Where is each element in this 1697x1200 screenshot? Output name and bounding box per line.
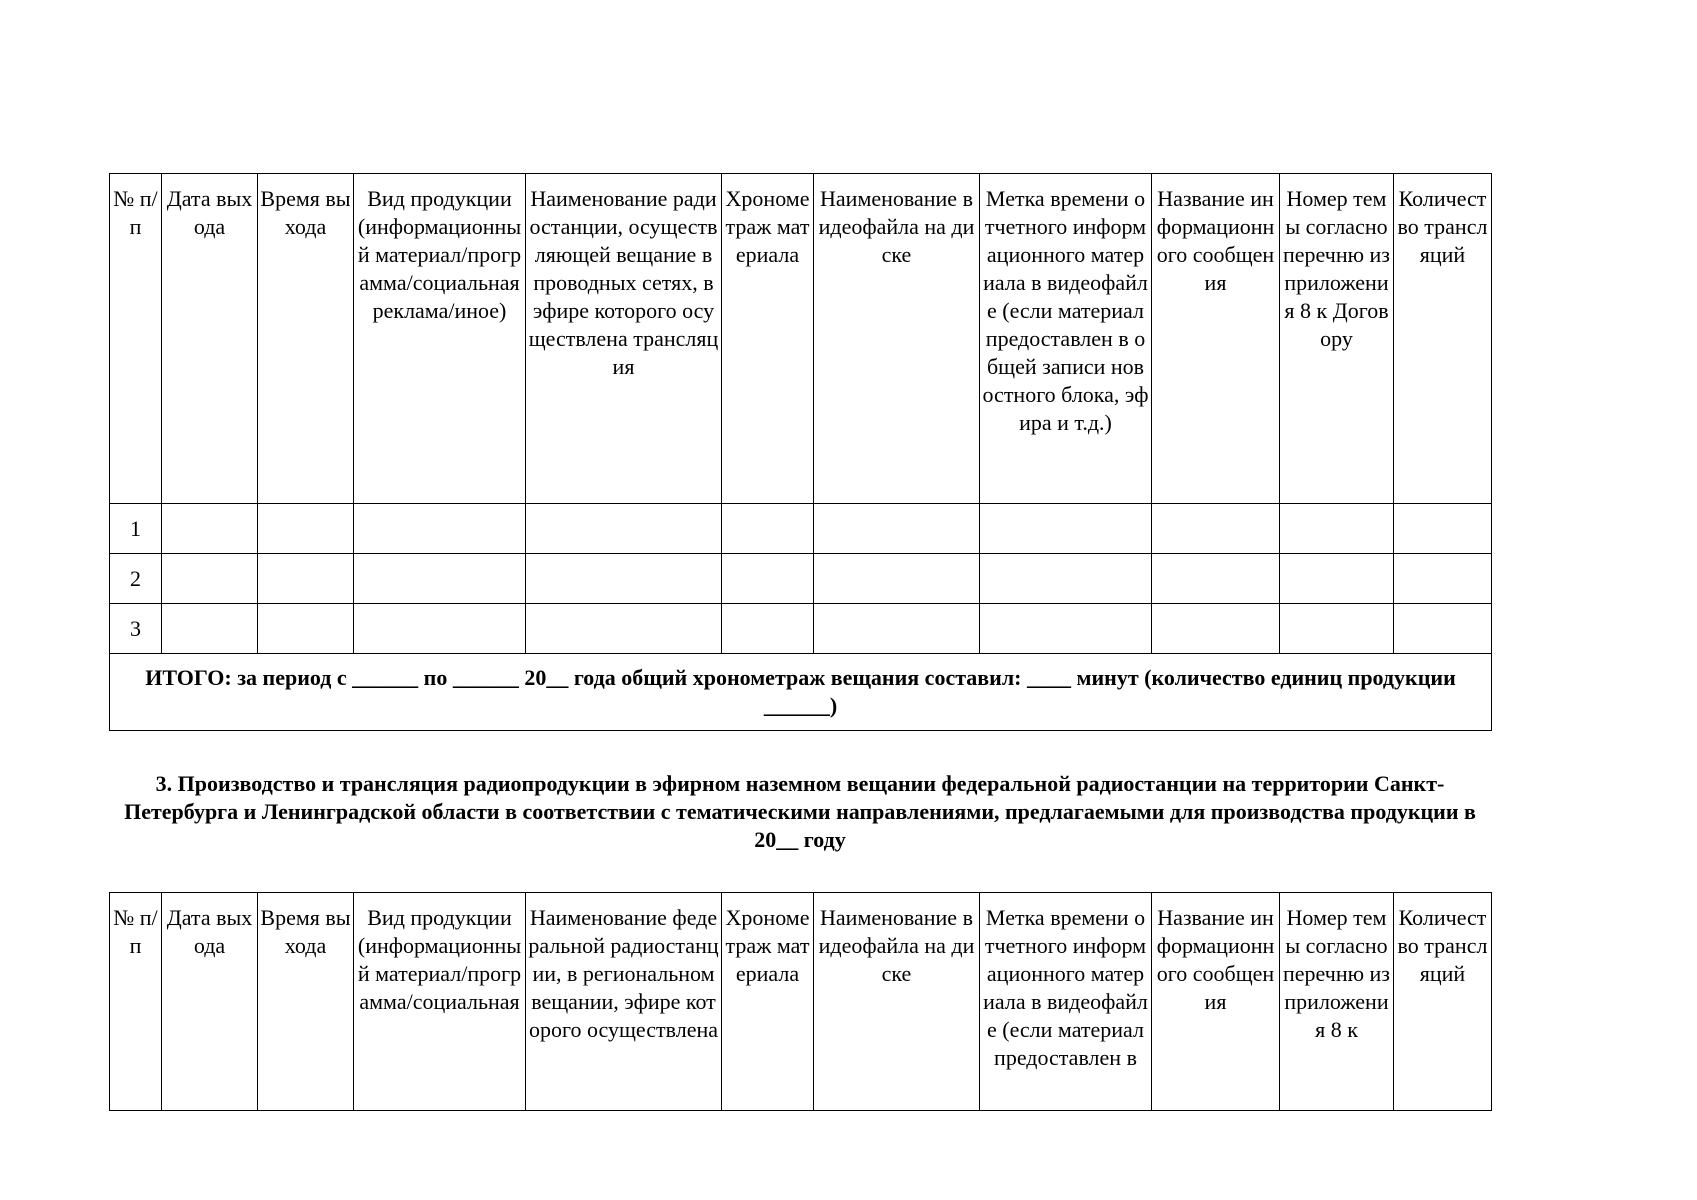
header-time: Время выхода: [258, 893, 354, 1111]
table-cell: [354, 504, 526, 554]
table-cell: [722, 554, 814, 604]
table-cell: [1152, 604, 1280, 654]
header-message-title: Название информационного сообщения: [1152, 893, 1280, 1111]
header-topic-number: Номер темы согласно перечню из приложения 8 к Договору: [1280, 174, 1394, 504]
header-video-file: Наименование видеофайла на диске: [814, 174, 980, 504]
header-number: № п/п: [110, 174, 162, 504]
total-summary-text: ИТОГО: за период с ______ по ______ 20__ года общий хронометраж вещания составил: ____ минут (количество единиц продукции ______): [110, 654, 1492, 731]
table-cell: [526, 604, 722, 654]
total-row: [110, 654, 1492, 731]
header-timestamp: Метка времени отчетного информационного материала в видеофайле (если материал предоставлен в общей записи новостного блока, эфира и т.д.): [980, 174, 1152, 504]
header-product-type: Вид продукции (информационный материал/программа/социальная реклама/иное): [354, 174, 526, 504]
table-cell: [1280, 604, 1394, 654]
row-number: 2: [110, 554, 162, 604]
table-cell: [814, 604, 980, 654]
header-broadcast-count: Количество трансляций: [1394, 174, 1492, 504]
report-table-radio-wired: [109, 173, 1492, 731]
header-time: Время выхода: [258, 174, 354, 504]
table-cell: [1280, 504, 1394, 554]
header-station-name: Наименование федеральной радиостанции, в региональном вещании, эфире которого осуществлена: [526, 893, 722, 1111]
table-cell: [526, 504, 722, 554]
table-row: [110, 554, 1492, 604]
table-cell: [526, 554, 722, 604]
table-cell: [980, 554, 1152, 604]
table-cell: [1280, 554, 1394, 604]
table-cell: [1394, 604, 1492, 654]
header-message-title: Название информационного сообщения: [1152, 174, 1280, 504]
table-cell: [980, 504, 1152, 554]
table-cell: [722, 504, 814, 554]
table-cell: [1394, 504, 1492, 554]
table-cell: [162, 604, 258, 654]
table-cell: [354, 604, 526, 654]
row-number: 3: [110, 604, 162, 654]
table-cell: [814, 504, 980, 554]
header-number: № п/п: [110, 893, 162, 1111]
header-video-file: Наименование видеофайла на диске: [814, 893, 980, 1111]
table-cell: [162, 504, 258, 554]
header-product-type: Вид продукции (информационный материал/программа/социальная: [354, 893, 526, 1111]
table-cell: [258, 604, 354, 654]
table-cell: [258, 504, 354, 554]
table-row: [110, 504, 1492, 554]
table-cell: [1152, 554, 1280, 604]
section-3-heading: 3. Производство и трансляция радиопродукции в эфирном наземном вещании федеральной радиостанции на территории Санкт-Петербурга и Ленинградской области в соответствии с тематическими направлениями, предлагаемыми для производства продукции в 20__ году: [124, 771, 1476, 852]
table-cell: [354, 554, 526, 604]
header-duration: Хронометраж материала: [722, 893, 814, 1111]
table-cell: [980, 604, 1152, 654]
header-topic-number: Номер темы согласно перечню из приложения 8 к: [1280, 893, 1394, 1111]
table-cell: [814, 554, 980, 604]
table-header-row: [110, 893, 1492, 1111]
table-header-row: [110, 174, 1492, 504]
report-table-federal-radio: [109, 892, 1492, 1111]
row-number: 1: [110, 504, 162, 554]
table-cell: [162, 554, 258, 604]
header-station-name: Наименование радиостанции, осуществляющей вещание в проводных сетях, в эфире которого осуществлена трансляция: [526, 174, 722, 504]
table-cell: [1152, 504, 1280, 554]
table-row: [110, 604, 1492, 654]
header-timestamp: Метка времени отчетного информационного материала в видеофайле (если материал предоставлен в: [980, 893, 1152, 1111]
table-cell: [722, 604, 814, 654]
header-broadcast-count: Количество трансляций: [1394, 893, 1492, 1111]
table-cell: [1394, 554, 1492, 604]
table-cell: [258, 554, 354, 604]
header-date: Дата выхода: [162, 174, 258, 504]
header-date: Дата выхода: [162, 893, 258, 1111]
header-duration: Хронометраж материала: [722, 174, 814, 504]
